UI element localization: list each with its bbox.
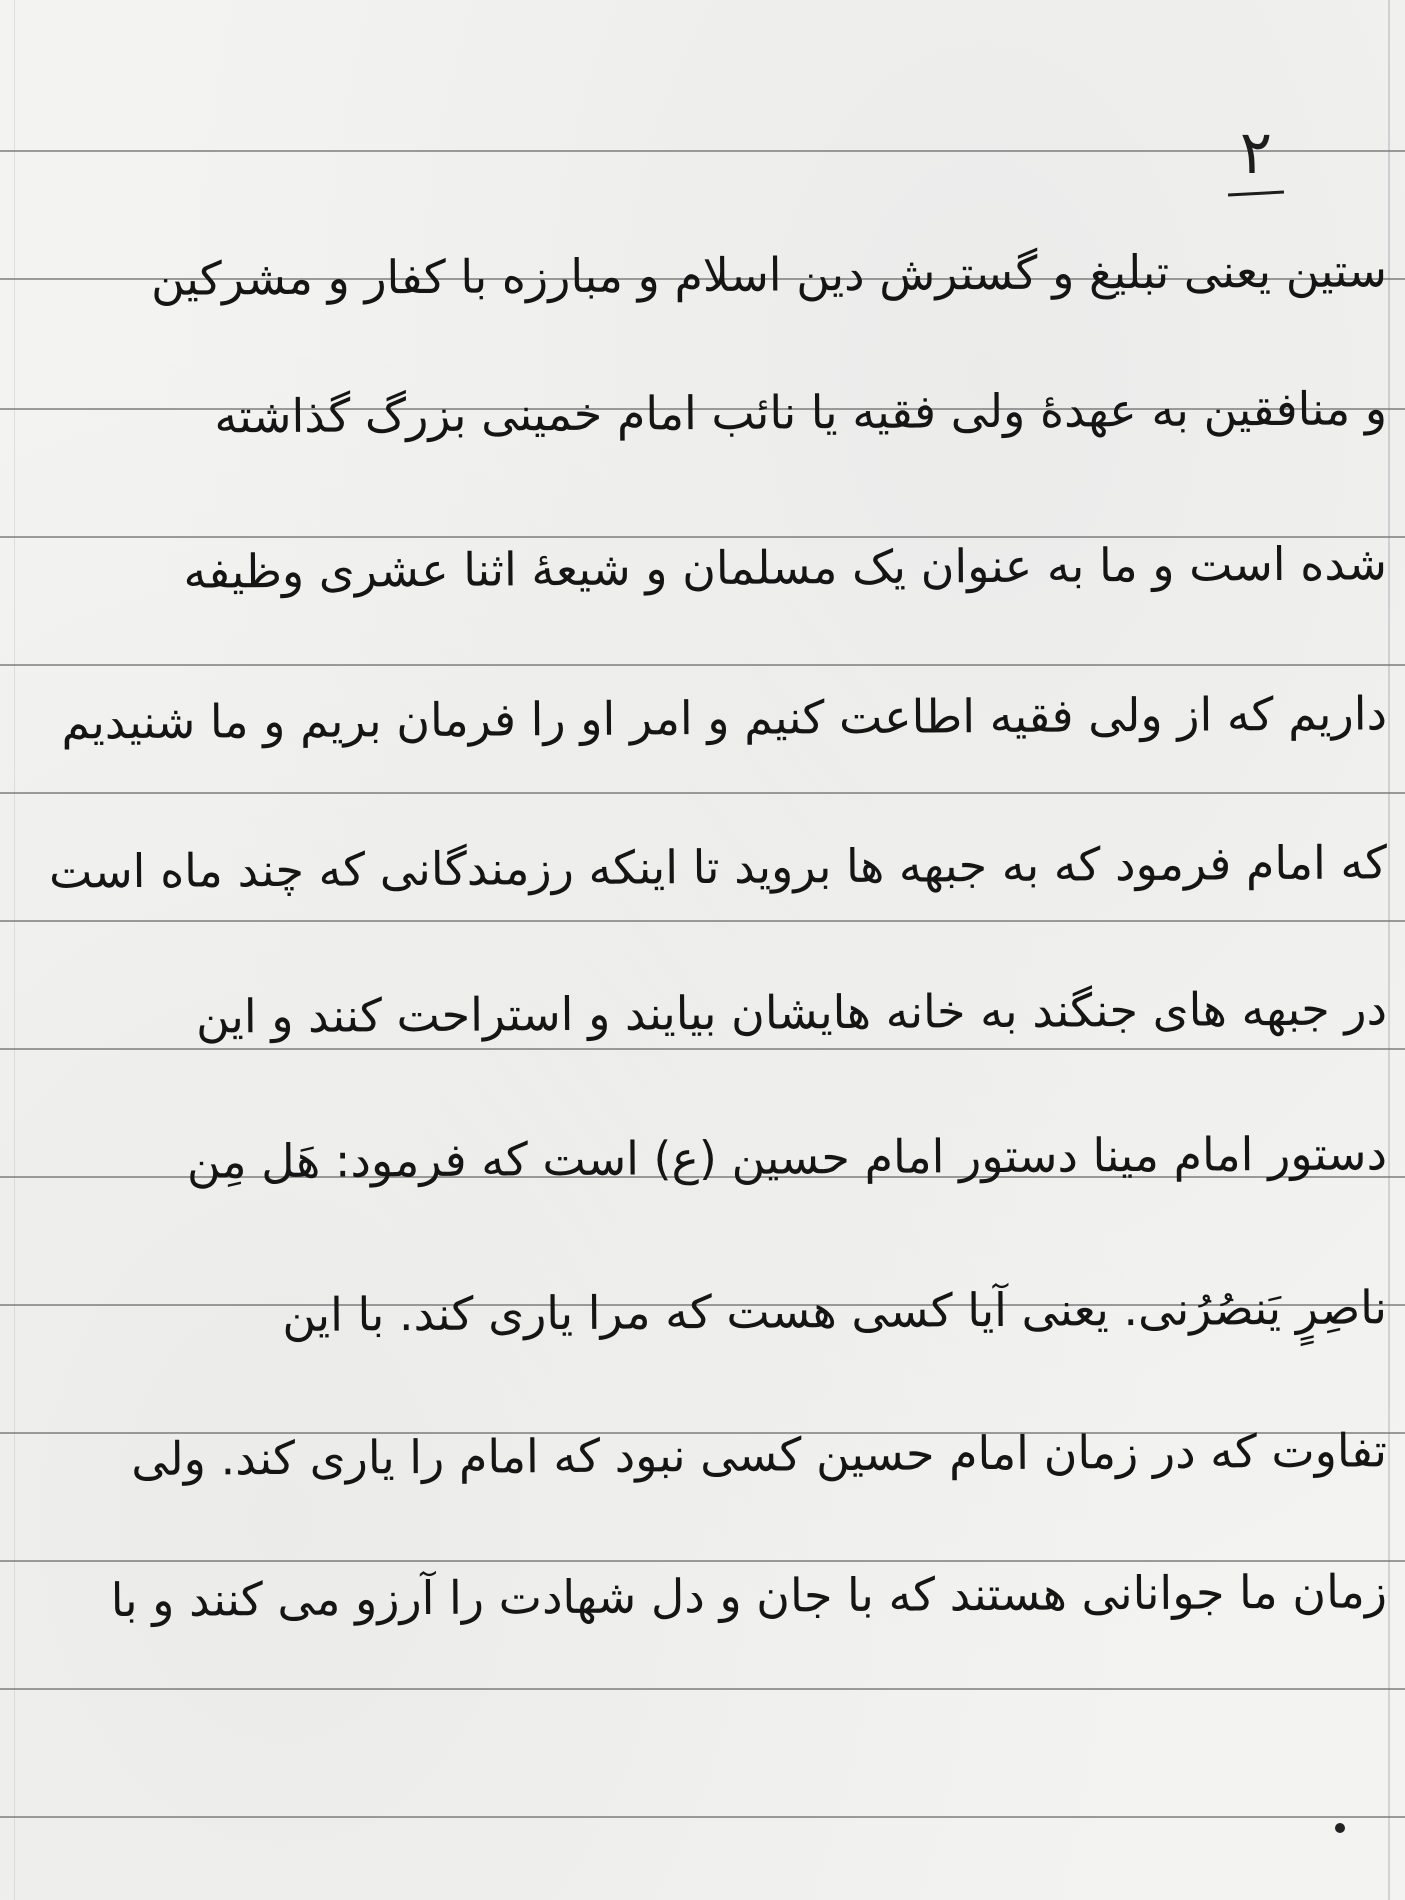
- ruled-line: [0, 1816, 1405, 1818]
- ruled-line: [0, 150, 1405, 152]
- right-margin-line: [1388, 0, 1390, 1900]
- text-line-3: شده است و ما به عنوان یک مسلمان و شیعهٔ اثنا عشری وظیفه: [183, 536, 1388, 599]
- left-margin-line: [14, 0, 15, 1900]
- text-line-6: در جبهه های جنگند به خانه هایشان بیایند و استراحت کنند و این: [195, 981, 1388, 1044]
- ruled-line: [0, 1688, 1405, 1690]
- text-line-1: ستین یعنی تبلیغ و گسترش دین اسلام و مبارزه با کفار و مشرکین: [150, 243, 1388, 306]
- text-line-9: تفاوت که در زمان امام حسین کسی نبود که امام را یاری کند. ولی: [131, 1423, 1388, 1487]
- text-line-4: داریم که از ولی فقیه اطاعت کنیم و امر او را فرمان بریم و ما شنیدیم: [61, 686, 1388, 750]
- text-line-10: زمان ما جوانانی هستند که با جان و دل شهادت را آرزو می کنند و با: [110, 1564, 1388, 1628]
- text-line-2: و منافقین به عهدهٔ ولی فقیه یا نائب امام خمینی بزرگ گذاشته: [214, 381, 1388, 444]
- text-line-7: دستور امام مینا دستور امام حسین (ع) است که فرمود: هَل مِن: [186, 1126, 1388, 1189]
- ink-dot: [1335, 1823, 1345, 1833]
- page-number: ۲: [1239, 118, 1273, 188]
- page-number-underline: [1228, 191, 1284, 197]
- ruled-line: [0, 792, 1405, 794]
- text-line-5: که امام فرمود که به جبهه ها بروید تا اینکه رزمندگانی که چند ماه است: [48, 835, 1388, 899]
- text-line-8: ناصِرٍ یَنصُرُنی. یعنی آیا کسی هست که مرا یاری کند. با این: [282, 1280, 1388, 1342]
